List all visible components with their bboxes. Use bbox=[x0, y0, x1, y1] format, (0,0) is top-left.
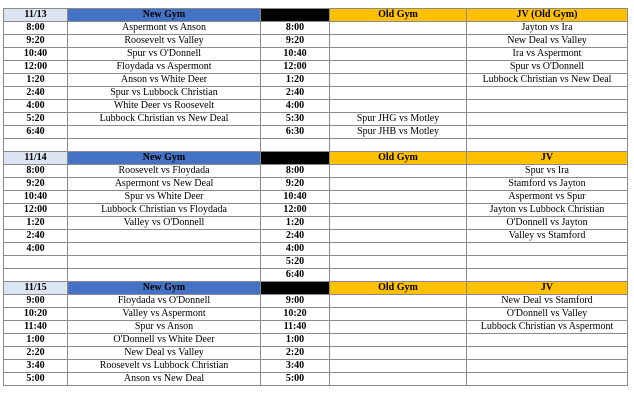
new-gym-time: 1:20 bbox=[4, 74, 68, 87]
table-row bbox=[4, 35, 628, 48]
table-row bbox=[4, 295, 628, 308]
old-gym-time: 5:00 bbox=[261, 373, 330, 386]
old-gym-game bbox=[330, 87, 467, 100]
old-gym-time: 9:00 bbox=[261, 295, 330, 308]
jv-game bbox=[467, 360, 628, 373]
new-gym-game bbox=[68, 243, 261, 256]
new-gym-time: 10:40 bbox=[4, 191, 68, 204]
old-gym-game bbox=[330, 308, 467, 321]
old-gym-game bbox=[330, 165, 467, 178]
new-gym-game: Valley vs Aspermont bbox=[68, 308, 261, 321]
jv-header: JV bbox=[467, 152, 628, 165]
jv-game: Spur vs Ira bbox=[467, 165, 628, 178]
old-gym-time: 1:20 bbox=[261, 74, 330, 87]
old-gym-time: 5:30 bbox=[261, 113, 330, 126]
new-gym-game: Aspermont vs New Deal bbox=[68, 178, 261, 191]
old-gym-time: 8:00 bbox=[261, 165, 330, 178]
old-gym-header: Old Gym bbox=[330, 282, 467, 295]
jv-game: Ira vs Aspermont bbox=[467, 48, 628, 61]
day-header-row bbox=[4, 282, 628, 295]
new-gym-time: 4:00 bbox=[4, 100, 68, 113]
divider-cell bbox=[261, 282, 330, 295]
new-gym-time: 2:20 bbox=[4, 347, 68, 360]
new-gym-time: 11:40 bbox=[4, 321, 68, 334]
old-gym-time: 12:00 bbox=[261, 61, 330, 74]
table-row bbox=[4, 308, 628, 321]
old-gym-time: 9:20 bbox=[261, 178, 330, 191]
new-gym-time: 2:40 bbox=[4, 230, 68, 243]
jv-game: Stamford vs Jayton bbox=[467, 178, 628, 191]
table-row bbox=[4, 230, 628, 243]
new-gym-game bbox=[68, 139, 261, 152]
table-row bbox=[4, 256, 628, 269]
old-gym-game bbox=[330, 321, 467, 334]
table-row bbox=[4, 360, 628, 373]
old-gym-game bbox=[330, 295, 467, 308]
new-gym-time: 8:00 bbox=[4, 165, 68, 178]
table-row bbox=[4, 217, 628, 230]
new-gym-game: Spur vs Lubbock Christian bbox=[68, 87, 261, 100]
old-gym-game bbox=[330, 256, 467, 269]
new-gym-header: New Gym bbox=[68, 152, 261, 165]
new-gym-time bbox=[4, 139, 68, 152]
old-gym-game bbox=[330, 191, 467, 204]
old-gym-time: 10:40 bbox=[261, 191, 330, 204]
jv-game bbox=[467, 373, 628, 386]
jv-game: Aspermont vs Spur bbox=[467, 191, 628, 204]
day-date: 11/15 bbox=[4, 282, 68, 295]
table-row bbox=[4, 74, 628, 87]
new-gym-game: Aspermont vs Anson bbox=[68, 22, 261, 35]
old-gym-game bbox=[330, 360, 467, 373]
old-gym-header: Old Gym bbox=[330, 152, 467, 165]
table-row bbox=[4, 178, 628, 191]
new-gym-game: Floydada vs Aspermont bbox=[68, 61, 261, 74]
new-gym-game: Floydada vs O'Donnell bbox=[68, 295, 261, 308]
new-gym-header: New Gym bbox=[68, 9, 261, 22]
day-header-row bbox=[4, 152, 628, 165]
jv-game: Lubbock Christian vs Aspermont bbox=[467, 321, 628, 334]
new-gym-time: 6:40 bbox=[4, 126, 68, 139]
old-gym-time: 1:00 bbox=[261, 334, 330, 347]
old-gym-game bbox=[330, 178, 467, 191]
old-gym-game: Spur JHG vs Motley bbox=[330, 113, 467, 126]
old-gym-time: 6:40 bbox=[261, 269, 330, 282]
divider-cell bbox=[261, 9, 330, 22]
old-gym-game bbox=[330, 48, 467, 61]
old-gym-game bbox=[330, 61, 467, 74]
old-gym-game: Spur JHB vs Motley bbox=[330, 126, 467, 139]
new-gym-game: Roosevelt vs Lubbock Christian bbox=[68, 360, 261, 373]
old-gym-game bbox=[330, 204, 467, 217]
old-gym-time: 6:30 bbox=[261, 126, 330, 139]
table-row bbox=[4, 191, 628, 204]
jv-game bbox=[467, 334, 628, 347]
new-gym-game: White Deer vs Roosevelt bbox=[68, 100, 261, 113]
table-row bbox=[4, 321, 628, 334]
new-gym-time: 10:20 bbox=[4, 308, 68, 321]
old-gym-time bbox=[261, 139, 330, 152]
new-gym-time: 2:40 bbox=[4, 87, 68, 100]
old-gym-game bbox=[330, 22, 467, 35]
table-row bbox=[4, 113, 628, 126]
new-gym-time: 5:20 bbox=[4, 113, 68, 126]
table-row bbox=[4, 126, 628, 139]
schedule-body bbox=[4, 9, 628, 386]
new-gym-time: 9:00 bbox=[4, 295, 68, 308]
jv-game: New Deal vs Stamford bbox=[467, 295, 628, 308]
jv-game bbox=[467, 126, 628, 139]
old-gym-game bbox=[330, 334, 467, 347]
new-gym-game: Lubbock Christian vs Floydada bbox=[68, 204, 261, 217]
old-gym-time: 11:40 bbox=[261, 321, 330, 334]
new-gym-time: 1:20 bbox=[4, 217, 68, 230]
table-row bbox=[4, 243, 628, 256]
table-row bbox=[4, 165, 628, 178]
table-row bbox=[4, 48, 628, 61]
new-gym-time: 1:00 bbox=[4, 334, 68, 347]
table-row bbox=[4, 139, 628, 152]
table-row bbox=[4, 347, 628, 360]
table-row bbox=[4, 204, 628, 217]
jv-game: O'Donnell vs Valley bbox=[467, 308, 628, 321]
old-gym-time: 10:40 bbox=[261, 48, 330, 61]
table-row bbox=[4, 373, 628, 386]
new-gym-time bbox=[4, 269, 68, 282]
jv-game: Valley vs Stamford bbox=[467, 230, 628, 243]
old-gym-game bbox=[330, 139, 467, 152]
old-gym-game bbox=[330, 230, 467, 243]
old-gym-time: 12:00 bbox=[261, 204, 330, 217]
new-gym-time: 12:00 bbox=[4, 61, 68, 74]
jv-game bbox=[467, 139, 628, 152]
old-gym-time: 3:40 bbox=[261, 360, 330, 373]
new-gym-time: 9:20 bbox=[4, 178, 68, 191]
jv-header: JV bbox=[467, 282, 628, 295]
old-gym-game bbox=[330, 347, 467, 360]
old-gym-header: Old Gym bbox=[330, 9, 467, 22]
new-gym-game: Valley vs O'Donnell bbox=[68, 217, 261, 230]
jv-game bbox=[467, 100, 628, 113]
old-gym-game bbox=[330, 35, 467, 48]
new-gym-game: Anson vs New Deal bbox=[68, 373, 261, 386]
old-gym-game bbox=[330, 269, 467, 282]
new-gym-time: 10:40 bbox=[4, 48, 68, 61]
new-gym-game: Roosevelt vs Valley bbox=[68, 35, 261, 48]
new-gym-time: 8:00 bbox=[4, 22, 68, 35]
table-row bbox=[4, 22, 628, 35]
jv-game bbox=[467, 113, 628, 126]
new-gym-game bbox=[68, 256, 261, 269]
table-row bbox=[4, 269, 628, 282]
day-date: 11/14 bbox=[4, 152, 68, 165]
jv-game bbox=[467, 87, 628, 100]
new-gym-time: 3:40 bbox=[4, 360, 68, 373]
old-gym-time: 2:40 bbox=[261, 87, 330, 100]
new-gym-game: New Deal vs Valley bbox=[68, 347, 261, 360]
new-gym-time: 4:00 bbox=[4, 243, 68, 256]
new-gym-header: New Gym bbox=[68, 282, 261, 295]
new-gym-time bbox=[4, 256, 68, 269]
old-gym-game bbox=[330, 243, 467, 256]
new-gym-game bbox=[68, 126, 261, 139]
new-gym-game: Spur vs Anson bbox=[68, 321, 261, 334]
old-gym-time: 10:20 bbox=[261, 308, 330, 321]
old-gym-time: 4:00 bbox=[261, 100, 330, 113]
jv-game: Jayton vs Lubbock Christian bbox=[467, 204, 628, 217]
old-gym-game bbox=[330, 74, 467, 87]
new-gym-game bbox=[68, 230, 261, 243]
new-gym-time: 12:00 bbox=[4, 204, 68, 217]
table-row bbox=[4, 61, 628, 74]
jv-game: Lubbock Christian vs New Deal bbox=[467, 74, 628, 87]
old-gym-time: 1:20 bbox=[261, 217, 330, 230]
jv-game: Spur vs O'Donnell bbox=[467, 61, 628, 74]
new-gym-time: 9:20 bbox=[4, 35, 68, 48]
new-gym-game: Anson vs White Deer bbox=[68, 74, 261, 87]
old-gym-time: 4:00 bbox=[261, 243, 330, 256]
table-row bbox=[4, 334, 628, 347]
old-gym-game bbox=[330, 217, 467, 230]
jv-header: JV (Old Gym) bbox=[467, 9, 628, 22]
day-date: 11/13 bbox=[4, 9, 68, 22]
jv-game: Jayton vs Ira bbox=[467, 22, 628, 35]
new-gym-game: Lubbock Christian vs New Deal bbox=[68, 113, 261, 126]
schedule-table bbox=[3, 8, 628, 386]
new-gym-game: Spur vs O'Donnell bbox=[68, 48, 261, 61]
new-gym-game bbox=[68, 269, 261, 282]
old-gym-time: 8:00 bbox=[261, 22, 330, 35]
old-gym-time: 2:40 bbox=[261, 230, 330, 243]
new-gym-time: 5:00 bbox=[4, 373, 68, 386]
old-gym-game bbox=[330, 100, 467, 113]
table-row bbox=[4, 100, 628, 113]
jv-game bbox=[467, 347, 628, 360]
jv-game bbox=[467, 256, 628, 269]
divider-cell bbox=[261, 152, 330, 165]
old-gym-time: 2:20 bbox=[261, 347, 330, 360]
new-gym-game: Spur vs White Deer bbox=[68, 191, 261, 204]
new-gym-game: O'Donnell vs White Deer bbox=[68, 334, 261, 347]
jv-game: New Deal vs Valley bbox=[467, 35, 628, 48]
jv-game: O'Donnell vs Jayton bbox=[467, 217, 628, 230]
table-row bbox=[4, 87, 628, 100]
old-gym-time: 5:20 bbox=[261, 256, 330, 269]
old-gym-time: 9:20 bbox=[261, 35, 330, 48]
new-gym-game: Roosevelt vs Floydada bbox=[68, 165, 261, 178]
jv-game bbox=[467, 269, 628, 282]
jv-game bbox=[467, 243, 628, 256]
old-gym-game bbox=[330, 373, 467, 386]
day-header-row bbox=[4, 9, 628, 22]
